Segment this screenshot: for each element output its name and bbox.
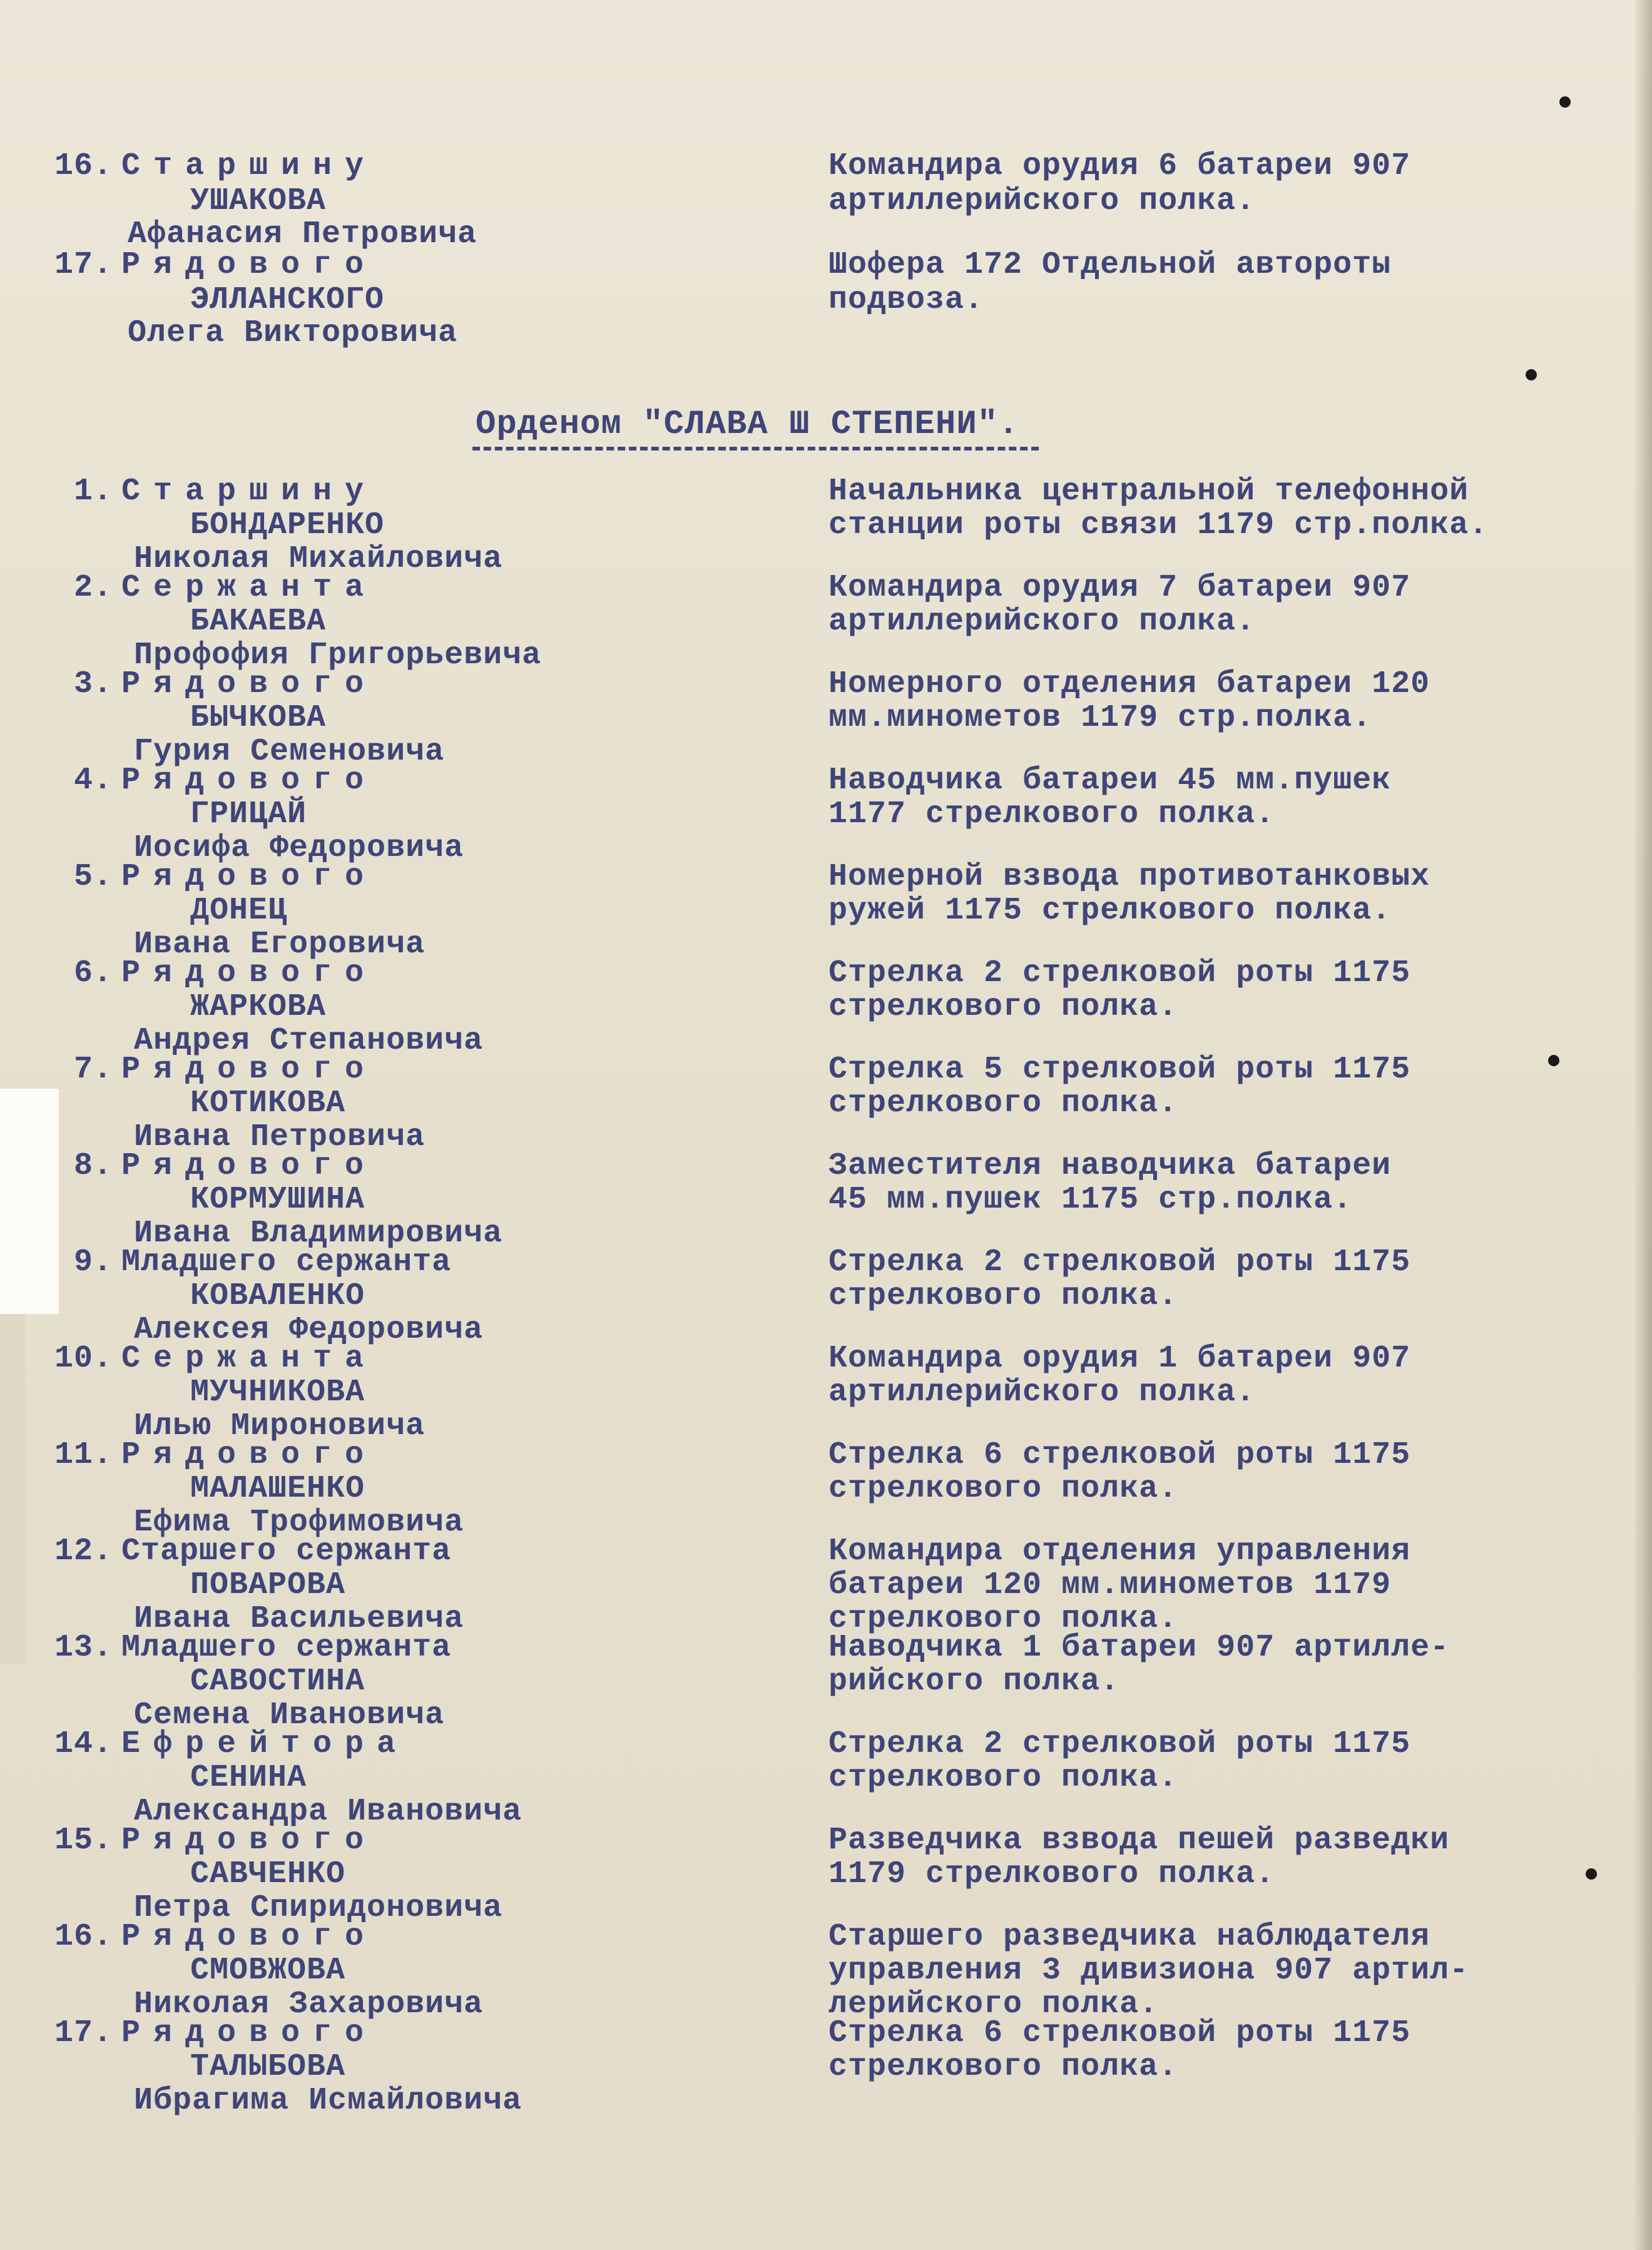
entry-position-line: Стрелка 2 стрелковой роты 1175 bbox=[829, 1726, 1411, 1762]
entry-rank: Рядового bbox=[121, 859, 377, 895]
entry-surname: САВЧЕНКО bbox=[190, 1856, 346, 1892]
entry-position-line: стрелкового полка. bbox=[829, 989, 1178, 1025]
entry-position-line: 1177 стрелкового полка. bbox=[829, 797, 1275, 832]
section-heading: Орденом "СЛАВА Ш СТЕПЕНИ". bbox=[476, 405, 1019, 444]
entry-position-line: ружей 1175 стрелкового полка. bbox=[829, 893, 1392, 929]
entry-surname: КОТИКОВА bbox=[190, 1086, 346, 1121]
entry-name: Ивана Владимировича bbox=[134, 1216, 503, 1251]
entry-number: 14. bbox=[54, 1726, 113, 1762]
entry-position-line: Стрелка 5 стрелковой роты 1175 bbox=[829, 1052, 1411, 1087]
entry-surname: БАКАЕВА bbox=[190, 604, 327, 639]
entry-name: Ивана Петровича bbox=[134, 1119, 426, 1155]
entry-name: Петра Спиридоновича bbox=[134, 1890, 503, 1926]
entry-name: Семена Ивановича bbox=[134, 1698, 445, 1733]
entry-rank-line bbox=[44, 1052, 377, 1087]
entry-position-line: Начальника центральной телефонной bbox=[829, 474, 1469, 509]
entry-position-line: рийского полка. bbox=[829, 1664, 1120, 1699]
entry-rank-line bbox=[44, 248, 377, 283]
entry-surname: КОВАЛЕНКО bbox=[190, 1278, 365, 1314]
entry-rank: Сержанта bbox=[121, 1341, 377, 1377]
entry-position-line: Командира орудия 6 батареи 907 bbox=[829, 148, 1411, 184]
entry-position-line: станции роты связи 1179 стр.полка. bbox=[829, 507, 1489, 543]
entry-rank-line bbox=[44, 571, 377, 606]
entry-position-line: артиллерийского полка. bbox=[829, 183, 1256, 219]
pin-hole bbox=[1548, 1055, 1559, 1066]
paper-tab bbox=[0, 1089, 59, 1314]
entry-rank-line bbox=[44, 1823, 377, 1858]
entry-number: 15. bbox=[54, 1823, 113, 1858]
entry-number: 1. bbox=[73, 474, 113, 509]
entry-name: Афанасия Петровича bbox=[128, 216, 477, 252]
entry-name: Ефима Трофимовича bbox=[134, 1505, 464, 1540]
entry-surname: ГРИЦАЙ bbox=[190, 797, 307, 832]
entry-rank-line bbox=[44, 763, 377, 798]
entry-position-line: Стрелка 2 стрелковой роты 1175 bbox=[829, 955, 1411, 991]
entry-rank-line bbox=[44, 860, 377, 895]
entry-rank: Старшину bbox=[121, 148, 377, 184]
entry-rank: Рядового bbox=[121, 1052, 377, 1087]
entry-position-line: артиллерийского полка. bbox=[829, 1375, 1256, 1410]
entry-surname: УШАКОВА bbox=[190, 183, 327, 219]
entry-rank-line bbox=[44, 1341, 377, 1377]
entry-position-line: Командира орудия 1 батареи 907 bbox=[829, 1341, 1411, 1377]
entry-position-line: Разведчика взвода пешей разведки bbox=[829, 1823, 1450, 1858]
entry-surname: СЕНИНА bbox=[190, 1760, 307, 1796]
entry-name: Александра Ивановича bbox=[134, 1794, 523, 1830]
entry-surname: ДОНЕЦ bbox=[190, 893, 288, 929]
entry-number: 17. bbox=[54, 2015, 113, 2051]
entry-name: Ивана Егоровича bbox=[134, 927, 426, 962]
entry-number: 5. bbox=[73, 859, 113, 895]
entry-position-line: стрелкового полка. bbox=[829, 2049, 1178, 2085]
entry-number: 8. bbox=[73, 1148, 113, 1184]
entry-surname: ЖАРКОВА bbox=[190, 989, 327, 1025]
entry-number: 13. bbox=[54, 1630, 113, 1666]
entry-number: 4. bbox=[73, 763, 113, 798]
entry-position-line: Старшего разведчика наблюдателя bbox=[829, 1919, 1430, 1955]
entry-position-line: Стрелка 6 стрелковой роты 1175 bbox=[829, 2015, 1411, 2051]
entry-rank-line bbox=[44, 1920, 377, 1955]
entry-surname: БОНДАРЕНКО bbox=[190, 507, 385, 543]
entry-number: 3. bbox=[73, 666, 113, 702]
pin-hole bbox=[1559, 96, 1571, 108]
entry-rank-line bbox=[44, 956, 377, 991]
entry-surname: БЫЧКОВА bbox=[190, 700, 327, 736]
entry-surname: КОРМУШИНА bbox=[190, 1182, 365, 1218]
entry-name: Николая Михайловича bbox=[134, 541, 503, 577]
page-edge-shadow bbox=[1633, 0, 1652, 2250]
entry-name: Ибрагима Исмайловича bbox=[134, 2083, 523, 2119]
entry-name: Профофия Григорьевича bbox=[134, 638, 542, 673]
pin-hole bbox=[1586, 1868, 1597, 1880]
entry-position-line: Заместителя наводчика батареи bbox=[829, 1148, 1392, 1184]
entry-position-line: батареи 120 мм.минометов 1179 bbox=[829, 1567, 1392, 1603]
entry-number: 7. bbox=[73, 1052, 113, 1087]
entry-name: Ивана Васильевича bbox=[134, 1601, 464, 1637]
entry-position-line: Командира орудия 7 батареи 907 bbox=[829, 570, 1411, 606]
entry-position-line: мм.минометов 1179 стр.полка. bbox=[829, 700, 1372, 736]
entry-position-line: Командира отделения управления bbox=[829, 1534, 1411, 1569]
entry-position-line: стрелкового полка. bbox=[829, 1760, 1178, 1796]
entry-position-line: подвоза. bbox=[829, 282, 984, 318]
entry-surname: МУЧНИКОВА bbox=[190, 1375, 365, 1410]
entry-position-line: стрелкового полка. bbox=[829, 1601, 1178, 1637]
entry-position-line: артиллерийского полка. bbox=[829, 604, 1256, 639]
entry-name: Гурия Семеновича bbox=[134, 734, 445, 770]
entry-number: 2. bbox=[73, 570, 113, 606]
entry-rank: Рядового bbox=[121, 1919, 377, 1955]
entry-surname: ПОВАРОВА bbox=[190, 1567, 346, 1603]
entry-rank: Младшего сержанта bbox=[121, 1630, 452, 1666]
entry-position-line: стрелкового полка. bbox=[829, 1278, 1178, 1314]
entry-rank: Рядового bbox=[121, 666, 377, 702]
entry-position-line: Стрелка 2 стрелковой роты 1175 bbox=[829, 1245, 1411, 1280]
entry-rank: Ефрейтора bbox=[121, 1726, 409, 1762]
entry-rank-line bbox=[44, 2016, 377, 2051]
entry-surname: СМОВЖОВА bbox=[190, 1953, 346, 1988]
entry-rank: Старшину bbox=[121, 474, 377, 509]
entry-position-line: Наводчика 1 батареи 907 артилле- bbox=[829, 1630, 1450, 1666]
entry-rank-line bbox=[44, 1534, 451, 1569]
entry-number: 10. bbox=[54, 1341, 113, 1377]
entry-rank: Рядового bbox=[121, 1148, 377, 1184]
entry-rank-line bbox=[44, 1727, 409, 1762]
pin-hole bbox=[1526, 369, 1537, 380]
entry-rank: Рядового bbox=[121, 1437, 377, 1473]
entry-number: 6. bbox=[73, 955, 113, 991]
entry-position-line: управления 3 дивизиона 907 артил- bbox=[829, 1953, 1469, 1988]
heading-underline bbox=[472, 447, 1039, 451]
entry-position-line: стрелкового полка. bbox=[829, 1471, 1178, 1507]
entry-position-line: Наводчика батареи 45 мм.пушек bbox=[829, 763, 1392, 798]
entry-name: Иосифа Федоровича bbox=[134, 830, 464, 866]
entry-position-line: Стрелка 6 стрелковой роты 1175 bbox=[829, 1437, 1411, 1473]
entry-rank: Рядового bbox=[121, 1823, 377, 1858]
entry-surname: ЭЛЛАНСКОГО bbox=[190, 282, 385, 318]
entry-position-line: Номерного отделения батареи 120 bbox=[829, 666, 1430, 702]
entry-rank-line bbox=[44, 1438, 377, 1473]
entry-position-line: 1179 стрелкового полка. bbox=[829, 1856, 1275, 1892]
entry-position-line: 45 мм.пушек 1175 стр.полка. bbox=[829, 1182, 1353, 1218]
entry-position-line: Номерной взвода противотанковых bbox=[829, 859, 1430, 895]
entry-rank: Рядового bbox=[121, 763, 377, 798]
entry-rank: Младшего сержанта bbox=[121, 1245, 452, 1280]
entry-number: 9. bbox=[73, 1245, 113, 1280]
entry-rank-line bbox=[44, 1245, 451, 1280]
entry-rank: Рядового bbox=[121, 247, 377, 283]
entry-surname: ТАЛЫБОВА bbox=[190, 2049, 346, 2085]
entry-name: Андрея Степановича bbox=[134, 1023, 484, 1059]
entry-surname: САВОСТИНА bbox=[190, 1664, 365, 1699]
entry-rank-line bbox=[44, 667, 377, 702]
entry-name: Олега Викторовича bbox=[128, 315, 458, 351]
entry-name: Николая Захаровича bbox=[134, 1987, 484, 2022]
entry-rank: Старшего сержанта bbox=[121, 1534, 452, 1569]
entry-name: Алексея Федоровича bbox=[134, 1312, 484, 1348]
entry-name: Илью Мироновича bbox=[134, 1408, 426, 1444]
entry-rank: Рядового bbox=[121, 2015, 377, 2051]
entry-rank-line bbox=[44, 474, 377, 509]
entry-rank-line bbox=[44, 149, 377, 184]
entry-number: 16. bbox=[54, 148, 113, 184]
entry-position-line: лерийского полка. bbox=[829, 1987, 1159, 2022]
entry-number: 11. bbox=[54, 1437, 113, 1473]
entry-surname: МАЛАШЕНКО bbox=[190, 1471, 365, 1507]
entry-number: 12. bbox=[54, 1534, 113, 1569]
entry-rank: Рядового bbox=[121, 955, 377, 991]
entry-rank-line bbox=[44, 1149, 377, 1184]
entry-rank: Сержанта bbox=[121, 570, 377, 606]
paper-margin-strip bbox=[0, 1314, 25, 1664]
entry-number: 17. bbox=[54, 247, 113, 283]
entry-rank-line bbox=[44, 1631, 451, 1666]
entry-position-line: Шофера 172 Отдельной автороты bbox=[829, 247, 1392, 283]
entry-position-line: стрелкового полка. bbox=[829, 1086, 1178, 1121]
entry-number: 16. bbox=[54, 1919, 113, 1955]
